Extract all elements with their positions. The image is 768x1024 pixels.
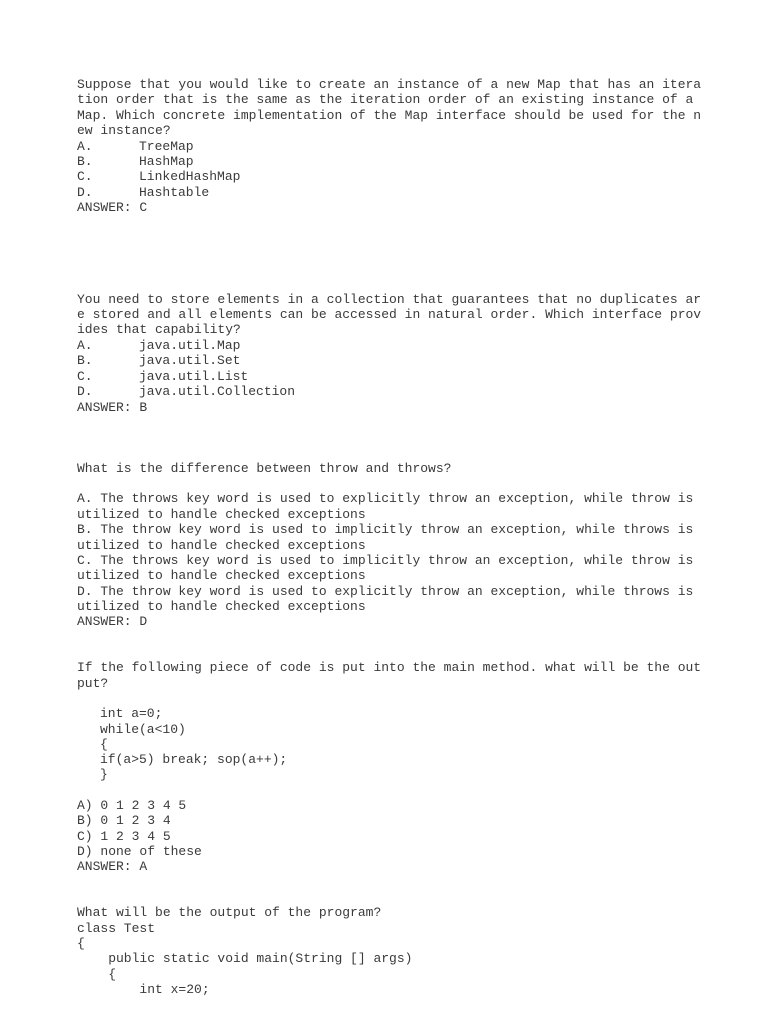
q4-option-b: B) 0 1 2 3 4	[77, 813, 171, 828]
code-line: }	[100, 767, 108, 782]
code-line: {	[77, 967, 117, 982]
q3-option-line: B. The throw key word is used to implicitly throw an exception, while throws is	[77, 522, 694, 537]
q4-option-c: C) 1 2 3 4 5	[77, 829, 171, 844]
q2-stem-line: e stored and all elements can be accessed in natural order. Which interface prov	[77, 307, 702, 322]
code-line: public static void main(String [] args)	[77, 951, 413, 966]
code-line: int a=0;	[100, 706, 163, 721]
q1-option-c: C. LinkedHashMap	[77, 169, 241, 184]
q3-option-line: A. The throws key word is used to explicitly throw an exception, while throw is	[77, 491, 694, 506]
code-line: while(a<10)	[100, 722, 186, 737]
code-line: class Test	[77, 921, 156, 936]
q2-option-c: C. java.util.List	[77, 369, 249, 384]
q2-answer: ANSWER: B	[77, 400, 148, 415]
q1-stem-line: tion order that is the same as the iteration order of an existing instance of a	[77, 92, 694, 107]
q3-option-line: C. The throws key word is used to implicitly throw an exception, while throw is	[77, 553, 694, 568]
q3-option-line: utilized to handle checked exceptions	[77, 568, 366, 583]
q4-option-a: A) 0 1 2 3 4 5	[77, 798, 187, 813]
q4-stem-line: If the following piece of code is put into the main method. what will be the out	[77, 660, 702, 675]
q2-option-a: A. java.util.Map	[77, 338, 241, 353]
q2-option-d: D. java.util.Collection	[77, 384, 296, 399]
q2-stem-line: You need to store elements in a collection that guarantees that no duplicates ar	[77, 292, 702, 307]
q1-answer: ANSWER: C	[77, 200, 148, 215]
q1-option-b: B. HashMap	[77, 154, 194, 169]
code-line: {	[100, 737, 108, 752]
code-line: {	[77, 936, 85, 951]
q3-option-line: utilized to handle checked exceptions	[77, 507, 366, 522]
q1-stem-line: Suppose that you would like to create an instance of a new Map that has an itera	[77, 77, 702, 92]
q1-stem-line: ew instance?	[77, 123, 171, 138]
q4-option-d: D) none of these	[77, 844, 202, 859]
q4-answer: ANSWER: A	[77, 859, 148, 874]
q1-option-a: A. TreeMap	[77, 139, 194, 154]
q4-stem-line: put?	[77, 676, 109, 691]
q3-option-line: utilized to handle checked exceptions	[77, 599, 366, 614]
q1-option-d: D. Hashtable	[77, 185, 210, 200]
q2-option-b: B. java.util.Set	[77, 353, 241, 368]
q1-stem-line: Map. Which concrete implementation of the Map interface should be used for the n	[77, 108, 702, 123]
q3-option-line: utilized to handle checked exceptions	[77, 538, 366, 553]
code-line: if(a>5) break; sop(a++);	[100, 752, 288, 767]
q5-stem: What will be the output of the program?	[77, 905, 382, 920]
code-line: int x=20;	[77, 982, 210, 997]
q3-stem: What is the difference between throw and throws?	[77, 461, 452, 476]
q3-answer: ANSWER: D	[77, 614, 148, 629]
q2-stem-line: ides that capability?	[77, 322, 241, 337]
q3-option-line: D. The throw key word is used to explicitly throw an exception, while throws is	[77, 584, 694, 599]
